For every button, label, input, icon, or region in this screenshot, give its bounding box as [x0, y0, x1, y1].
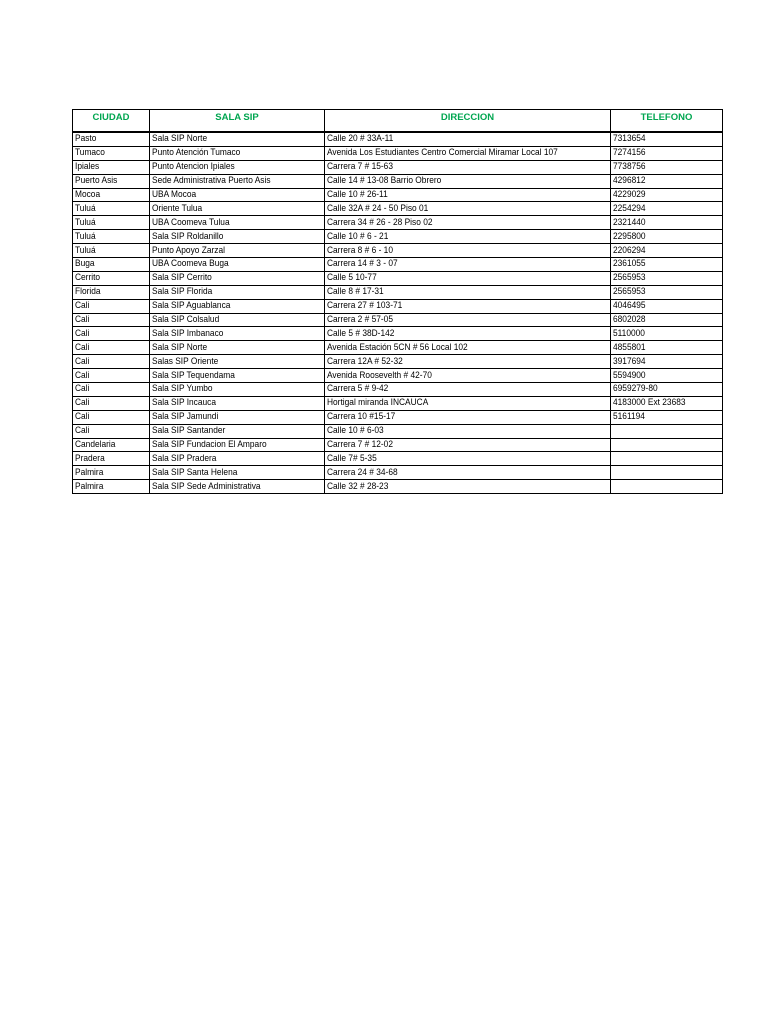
cell-direccion [325, 452, 611, 466]
cell-sala-sip-text: Sala SIP Santa Helena [152, 466, 238, 478]
cell-sala-sip-text: Sala SIP Incauca [152, 397, 216, 409]
table-row [73, 341, 723, 355]
cell-ciudad [73, 160, 150, 174]
cell-sala-sip [150, 244, 325, 258]
cell-ciudad-text: Cali [75, 369, 90, 381]
cell-telefono-text: 2565953 [613, 272, 646, 284]
cell-direccion-text: Carrera 10 #15-17 [327, 411, 396, 423]
cell-sala-sip-text: UBA Coomeva Buga [152, 258, 229, 270]
cell-sala-sip [150, 258, 325, 272]
cell-ciudad [73, 188, 150, 202]
cell-telefono-text: 2254294 [613, 202, 646, 214]
cell-sala-sip-text: Sala SIP Imbanaco [152, 327, 224, 339]
cell-ciudad [73, 369, 150, 383]
cell-sala-sip-text: Sala SIP Cerrito [152, 272, 212, 284]
table-row [73, 424, 723, 438]
cell-direccion-text: Carrera 2 # 57-05 [327, 314, 393, 326]
cell-sala-sip [150, 424, 325, 438]
cell-telefono [611, 216, 723, 230]
cell-ciudad [73, 466, 150, 480]
cell-sala-sip-text: Oriente Tulua [152, 202, 203, 214]
cell-telefono-text: 7313654 [613, 133, 646, 145]
cell-direccion [325, 174, 611, 188]
cell-direccion-text: Carrera 7 # 15-63 [327, 161, 393, 173]
cell-telefono-text: 4046495 [613, 300, 646, 312]
cell-ciudad-text: Cali [75, 355, 90, 367]
cell-telefono [611, 174, 723, 188]
cell-telefono [611, 341, 723, 355]
cell-telefono-text: 2361055 [613, 258, 646, 270]
cell-sala-sip [150, 327, 325, 341]
cell-ciudad-text: Pasto [75, 133, 97, 145]
cell-sala-sip [150, 285, 325, 299]
cell-sala-sip-text: UBA Coomeva Tulua [152, 216, 230, 228]
cell-ciudad [73, 355, 150, 369]
cell-sala-sip [150, 216, 325, 230]
cell-ciudad [73, 216, 150, 230]
cell-sala-sip [150, 355, 325, 369]
table-row [73, 299, 723, 313]
table-row [73, 369, 723, 383]
cell-telefono [611, 424, 723, 438]
table-row [73, 160, 723, 174]
cell-sala-sip-text: Sala SIP Norte [152, 133, 208, 145]
cell-telefono [611, 313, 723, 327]
cell-direccion [325, 480, 611, 494]
cell-direccion [325, 466, 611, 480]
cell-ciudad [73, 480, 150, 494]
cell-direccion-text: Calle 7# 5-35 [327, 452, 377, 464]
cell-direccion-text: Calle 5 10-77 [327, 272, 377, 284]
table-row [73, 327, 723, 341]
cell-ciudad-text: Tuluá [75, 230, 96, 242]
cell-direccion-text: Calle 10 # 6 - 21 [327, 230, 389, 242]
cell-ciudad-text: Buga [75, 258, 95, 270]
cell-telefono [611, 285, 723, 299]
cell-sala-sip-text: Sala SIP Aguablanca [152, 300, 231, 312]
cell-direccion [325, 216, 611, 230]
cell-telefono-text: 5594900 [613, 369, 646, 381]
cell-direccion-text: Calle 14 # 13-08 Barrio Obrero [327, 175, 442, 187]
table-row [73, 146, 723, 160]
cell-direccion [325, 160, 611, 174]
cell-ciudad-text: Cali [75, 425, 90, 437]
cell-ciudad-text: Mocoa [75, 189, 101, 200]
cell-ciudad-text: Puerto Asis [75, 175, 118, 187]
cell-telefono [611, 132, 723, 146]
cell-ciudad-text: Tuluá [75, 202, 96, 214]
cell-telefono-text: 7738756 [613, 161, 646, 173]
table-row [73, 132, 723, 146]
table-row [73, 480, 723, 494]
cell-sala-sip [150, 341, 325, 355]
cell-telefono [611, 271, 723, 285]
cell-ciudad-text: Palmira [75, 466, 104, 478]
cell-direccion [325, 410, 611, 424]
cell-direccion [325, 299, 611, 313]
cell-direccion [325, 244, 611, 258]
cell-telefono [611, 466, 723, 480]
cell-telefono [611, 299, 723, 313]
cell-telefono-text: 2321440 [613, 216, 646, 228]
cell-ciudad-text: Cali [75, 411, 90, 423]
cell-ciudad [73, 230, 150, 244]
table-row [73, 202, 723, 216]
cell-sala-sip [150, 174, 325, 188]
cell-ciudad [73, 244, 150, 258]
cell-direccion-text: Hortigal miranda INCAUCA [327, 397, 429, 409]
cell-telefono [611, 355, 723, 369]
cell-direccion-text: Calle 8 # 17-31 [327, 286, 384, 298]
table-header [73, 110, 723, 133]
cell-direccion [325, 285, 611, 299]
table-row [73, 396, 723, 410]
table-row [73, 410, 723, 424]
cell-direccion-text: Avenida Estación 5CN # 56 Local 102 [327, 341, 468, 353]
cell-direccion [325, 438, 611, 452]
cell-sala-sip-text: Punto Atención Tumaco [152, 147, 241, 159]
cell-ciudad-text: Candelaria [75, 439, 116, 451]
cell-sala-sip-text: UBA Mocoa [152, 189, 197, 200]
cell-telefono [611, 202, 723, 216]
cell-sala-sip-text: Sede Administrativa Puerto Asis [152, 175, 271, 187]
cell-ciudad-text: Cali [75, 383, 90, 395]
cell-direccion-text: Carrera 27 # 103-71 [327, 300, 403, 312]
cell-ciudad-text: Palmira [75, 480, 104, 492]
cell-sala-sip-text: Sala SIP Santander [152, 425, 226, 437]
cell-ciudad [73, 410, 150, 424]
cell-direccion-text: Calle 20 # 33A-11 [327, 133, 394, 145]
cell-direccion [325, 327, 611, 341]
cell-telefono-text: 4229029 [613, 189, 646, 200]
cell-direccion-text: Calle 32A # 24 - 50 Piso 01 [327, 202, 429, 214]
cell-sala-sip-text: Punto Atencion Ipiales [152, 161, 235, 173]
cell-sala-sip-text: Sala SIP Sede Administrativa [152, 480, 261, 492]
cell-direccion [325, 396, 611, 410]
cell-sala-sip-text: Sala SIP Yumbo [152, 383, 213, 395]
cell-direccion [325, 355, 611, 369]
cell-telefono-text: 4296812 [613, 175, 646, 187]
cell-direccion-text: Carrera 14 # 3 - 07 [327, 258, 398, 270]
cell-sala-sip-text: Sala SIP Florida [152, 286, 213, 298]
cell-telefono [611, 244, 723, 258]
table-row [73, 452, 723, 466]
cell-telefono [611, 160, 723, 174]
cell-ciudad-text: Florida [75, 286, 101, 298]
cell-sala-sip-text: Sala SIP Tequendama [152, 369, 235, 381]
cell-sala-sip [150, 383, 325, 397]
cell-ciudad [73, 396, 150, 410]
cell-ciudad [73, 452, 150, 466]
header-row [73, 110, 723, 133]
cell-sala-sip [150, 202, 325, 216]
cell-ciudad [73, 202, 150, 216]
cell-sala-sip-text: Sala SIP Pradera [152, 452, 217, 464]
cell-telefono-text: 2206294 [613, 244, 646, 256]
cell-ciudad [73, 438, 150, 452]
cell-ciudad-text: Cali [75, 397, 90, 409]
cell-sala-sip [150, 369, 325, 383]
table-row [73, 244, 723, 258]
cell-telefono [611, 452, 723, 466]
table-row [73, 271, 723, 285]
cell-telefono [611, 327, 723, 341]
cell-telefono [611, 396, 723, 410]
table-row [73, 383, 723, 397]
table-row [73, 188, 723, 202]
table-row [73, 355, 723, 369]
cell-telefono [611, 258, 723, 272]
cell-telefono-text: 5161194 [613, 411, 645, 423]
cell-direccion-text: Avenida Los Estudiantes Centro Comercial Miramar Local 107 [327, 147, 558, 159]
cell-telefono-text: 4183000 Ext 23683 [613, 397, 686, 409]
cell-ciudad-text: Cali [75, 327, 90, 339]
cell-telefono-text: 6959279-80 [613, 383, 658, 395]
cell-sala-sip [150, 452, 325, 466]
cell-sala-sip [150, 271, 325, 285]
cell-telefono [611, 188, 723, 202]
cell-telefono-text: 5110000 [613, 327, 645, 339]
table-row [73, 258, 723, 272]
cell-ciudad [73, 146, 150, 160]
header-ciudad: CIUDAD [73, 110, 150, 133]
cell-sala-sip [150, 160, 325, 174]
cell-telefono [611, 146, 723, 160]
cell-direccion [325, 188, 611, 202]
cell-ciudad-text: Cerrito [75, 272, 101, 284]
cell-ciudad-text: Pradera [75, 452, 105, 464]
cell-telefono-text: 6802028 [613, 314, 646, 326]
cell-sala-sip [150, 313, 325, 327]
cell-direccion-text: Carrera 12A # 52-32 [327, 355, 403, 367]
cell-sala-sip [150, 396, 325, 410]
table-body [73, 132, 723, 494]
cell-ciudad-text: Tuluá [75, 244, 96, 256]
cell-sala-sip-text: Sala SIP Roldanillo [152, 230, 224, 242]
cell-sala-sip [150, 438, 325, 452]
header-sala-sip: SALA SIP [150, 110, 325, 133]
cell-telefono-text: 4855801 [613, 341, 646, 353]
cell-telefono-text: 2565953 [613, 286, 646, 298]
cell-ciudad-text: Cali [75, 300, 90, 312]
cell-sala-sip [150, 146, 325, 160]
cell-sala-sip-text: Salas SIP Oriente [152, 355, 219, 367]
cell-ciudad [73, 285, 150, 299]
cell-telefono [611, 480, 723, 494]
cell-direccion [325, 313, 611, 327]
cell-ciudad [73, 424, 150, 438]
cell-direccion [325, 230, 611, 244]
cell-ciudad [73, 341, 150, 355]
cell-direccion-text: Avenida Roosevelth # 42-70 [327, 369, 432, 381]
cell-direccion [325, 146, 611, 160]
cell-direccion [325, 132, 611, 146]
table-row [73, 285, 723, 299]
cell-direccion-text: Calle 5 # 38D-142 [327, 327, 395, 339]
cell-direccion [325, 369, 611, 383]
cell-ciudad [73, 299, 150, 313]
cell-sala-sip-text: Sala SIP Colsalud [152, 314, 220, 326]
cell-sala-sip-text: Punto Apoyo Zarzal [152, 244, 225, 256]
cell-ciudad-text: Tuluá [75, 216, 96, 228]
cell-direccion-text: Carrera 7 # 12-02 [327, 439, 393, 451]
cell-direccion-text: Carrera 5 # 9-42 [327, 383, 389, 395]
cell-sala-sip [150, 480, 325, 494]
cell-ciudad [73, 383, 150, 397]
cell-sala-sip [150, 230, 325, 244]
table-row [73, 313, 723, 327]
table-row [73, 230, 723, 244]
cell-telefono [611, 230, 723, 244]
header-direccion: DIRECCION [325, 110, 611, 133]
cell-ciudad-text: Cali [75, 341, 90, 353]
cell-sala-sip [150, 188, 325, 202]
cell-sala-sip-text: Sala SIP Norte [152, 341, 208, 353]
table-row [73, 438, 723, 452]
cell-ciudad [73, 258, 150, 272]
cell-direccion-text: Carrera 34 # 26 - 28 Piso 02 [327, 216, 433, 228]
cell-telefono-text: 3917694 [613, 355, 646, 367]
cell-ciudad [73, 132, 150, 146]
cell-telefono [611, 369, 723, 383]
table-row [73, 216, 723, 230]
cell-direccion [325, 383, 611, 397]
cell-telefono [611, 438, 723, 452]
cell-direccion [325, 202, 611, 216]
cell-ciudad [73, 271, 150, 285]
table-row [73, 466, 723, 480]
cell-telefono-text: 2295800 [613, 230, 646, 242]
cell-direccion [325, 341, 611, 355]
table-row [73, 174, 723, 188]
cell-sala-sip [150, 466, 325, 480]
cell-ciudad-text: Tumaco [75, 147, 105, 159]
cell-ciudad [73, 313, 150, 327]
cell-direccion-text: Calle 32 # 28-23 [327, 480, 389, 492]
cell-sala-sip-text: Sala SIP Jamundi [152, 411, 219, 423]
cell-sala-sip [150, 132, 325, 146]
sala-sip-directory-table [72, 109, 723, 494]
cell-direccion-text: Carrera 24 # 34-68 [327, 466, 398, 478]
cell-telefono [611, 383, 723, 397]
cell-ciudad-text: Cali [75, 314, 90, 326]
cell-sala-sip [150, 410, 325, 424]
cell-ciudad-text: Ipiales [75, 161, 100, 173]
cell-direccion-text: Calle 10 # 26-11 [327, 189, 388, 200]
cell-ciudad [73, 327, 150, 341]
cell-direccion-text: Carrera 8 # 6 - 10 [327, 244, 393, 256]
cell-direccion-text: Calle 10 # 6-03 [327, 425, 384, 437]
cell-telefono-text: 7274156 [613, 147, 646, 159]
cell-direccion [325, 258, 611, 272]
cell-sala-sip-text: Sala SIP Fundacion El Amparo [152, 439, 267, 451]
header-telefono: TELEFONO [611, 110, 723, 133]
cell-sala-sip [150, 299, 325, 313]
cell-ciudad [73, 174, 150, 188]
cell-direccion [325, 271, 611, 285]
cell-direccion [325, 424, 611, 438]
cell-telefono [611, 410, 723, 424]
